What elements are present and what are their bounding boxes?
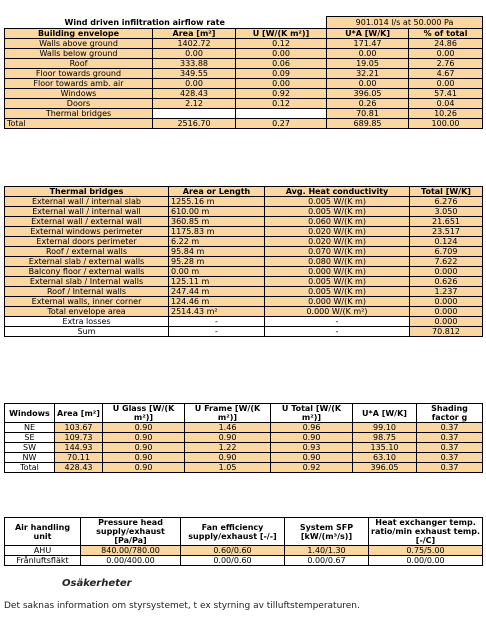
cell: 0.90 <box>185 453 271 463</box>
cell: 0.27 <box>236 119 327 129</box>
cell: 1.40/1.30 <box>285 546 369 556</box>
header-cell: Avg. Heat conductivity <box>265 187 410 197</box>
row-label: External wall / internal slab <box>5 197 169 207</box>
table-row <box>5 453 483 463</box>
uncertainties-heading: Osäkerheter <box>62 578 132 589</box>
table-row <box>5 39 483 49</box>
cell: 0.90 <box>271 433 353 443</box>
row-label: Roof <box>5 59 153 69</box>
cell: 0.37 <box>417 423 483 433</box>
cell: 0.005 W/(K m) <box>265 197 410 207</box>
cell: 0.00 <box>327 79 409 89</box>
cell: 0.96 <box>271 423 353 433</box>
cell: 428.43 <box>153 89 236 99</box>
table-row <box>5 257 483 267</box>
header-cell: Shading factor g <box>417 404 483 423</box>
cell: - <box>265 317 410 327</box>
cell <box>153 109 236 119</box>
cell: 610.00 m <box>169 207 265 217</box>
cell: 0.90 <box>103 433 185 443</box>
row-label: Total <box>5 463 55 473</box>
cell: 247.44 m <box>169 287 265 297</box>
cell: 0.00/0.67 <box>285 556 369 566</box>
cell: 3.050 <box>410 207 483 217</box>
cell: 0.020 W/(K m) <box>265 237 410 247</box>
row-label: Total <box>5 119 153 129</box>
cell: 19.05 <box>327 59 409 69</box>
thermal-bridges-table <box>4 186 483 337</box>
cell: 0.020 W/(K m) <box>265 227 410 237</box>
cell: 7.622 <box>410 257 483 267</box>
cell: 70.812 <box>410 327 483 337</box>
table-row <box>5 79 483 89</box>
table-row-total <box>5 119 483 129</box>
cell: 6.709 <box>410 247 483 257</box>
header-cell: Heat exchanger temp. ratio/min exhaust temp. [-/C] <box>369 518 483 546</box>
cell: 0.060 W/(K m) <box>265 217 410 227</box>
cell: 1.05 <box>185 463 271 473</box>
cell: 0.00/0.00 <box>369 556 483 566</box>
uncertainties-text: Det saknas information om styrsystemet, t ex styrning av tilluftstemperaturen. <box>4 601 360 611</box>
cell: 0.080 W/(K m) <box>265 257 410 267</box>
cell: 2516.70 <box>153 119 236 129</box>
table-row <box>5 433 483 443</box>
cell: 0.26 <box>327 99 409 109</box>
header-cell: Area [m²] <box>153 29 236 39</box>
table-row <box>5 277 483 287</box>
cell: 1175.83 m <box>169 227 265 237</box>
row-label: External walls, inner corner <box>5 297 169 307</box>
row-label: External doors perimeter <box>5 237 169 247</box>
table-row <box>5 89 483 99</box>
cell: 0.000 <box>410 307 483 317</box>
cell: - <box>169 327 265 337</box>
row-label: SW <box>5 443 55 453</box>
row-label: External wall / external wall <box>5 217 169 227</box>
row-label: Total envelope area <box>5 307 169 317</box>
cell: 57.41 <box>409 89 483 99</box>
header-cell: Air handling unit <box>5 518 81 546</box>
table-header-row <box>5 404 483 423</box>
table-row <box>5 287 483 297</box>
cell: 396.05 <box>327 89 409 99</box>
row-label: External slab / Internal walls <box>5 277 169 287</box>
cell: 396.05 <box>353 463 417 473</box>
infiltration-value: 901.014 l/s at 50.000 Pa <box>327 17 483 29</box>
row-label: Extra losses <box>5 317 169 327</box>
table-row <box>5 217 483 227</box>
cell: 0.124 <box>410 237 483 247</box>
cell: 428.43 <box>55 463 103 473</box>
header-cell: Thermal bridges <box>5 187 169 197</box>
cell: 0.37 <box>417 443 483 453</box>
table-row <box>5 59 483 69</box>
header-cell: U [W/(K m²)] <box>236 29 327 39</box>
cell: 0.75/5.00 <box>369 546 483 556</box>
cell: 125.11 m <box>169 277 265 287</box>
table-row <box>5 423 483 433</box>
cell: 32.21 <box>327 69 409 79</box>
table-header-row <box>5 29 483 39</box>
table-row <box>5 546 483 556</box>
cell: 24.86 <box>409 39 483 49</box>
cell: 103.67 <box>55 423 103 433</box>
row-label: Thermal bridges <box>5 109 153 119</box>
table-row <box>5 556 483 566</box>
cell: 95.84 m <box>169 247 265 257</box>
table-row <box>5 267 483 277</box>
cell: 349.55 <box>153 69 236 79</box>
cell: 0.00 <box>153 79 236 89</box>
cell: 0.626 <box>410 277 483 287</box>
header-cell: Total [W/K] <box>410 187 483 197</box>
row-label: Walls above ground <box>5 39 153 49</box>
cell: 4.67 <box>409 69 483 79</box>
table-row <box>5 443 483 453</box>
row-label: External slab / external walls <box>5 257 169 267</box>
cell: 840.00/780.00 <box>81 546 181 556</box>
row-label: AHU <box>5 546 81 556</box>
row-label: Sum <box>5 327 169 337</box>
row-label: Roof / external walls <box>5 247 169 257</box>
cell: 109.73 <box>55 433 103 443</box>
row-label: Floor towards ground <box>5 69 153 79</box>
cell: 0.90 <box>103 453 185 463</box>
cell: 2.76 <box>409 59 483 69</box>
cell: 2.12 <box>153 99 236 109</box>
cell: 6.22 m <box>169 237 265 247</box>
table-row-total <box>5 463 483 473</box>
table-header-row <box>5 518 483 546</box>
cell: 63.10 <box>353 453 417 463</box>
cell: 0.00 <box>153 49 236 59</box>
header-cell: Fan efficiency supply/exhaust [-/-] <box>181 518 285 546</box>
cell: 0.90 <box>185 433 271 443</box>
cell: 0.000 <box>410 297 483 307</box>
cell: 6.276 <box>410 197 483 207</box>
row-label: External wall / internal wall <box>5 207 169 217</box>
row-label: Walls below ground <box>5 49 153 59</box>
row-label: Doors <box>5 99 153 109</box>
cell: 0.000 W/(K m²) <box>265 307 410 317</box>
row-label: NW <box>5 453 55 463</box>
cell: 171.47 <box>327 39 409 49</box>
cell: 0.00/400.00 <box>81 556 181 566</box>
cell: 124.46 m <box>169 297 265 307</box>
cell: - <box>265 327 410 337</box>
header-cell: Pressure head supply/exhaust [Pa/Pa] <box>81 518 181 546</box>
cell: 99.10 <box>353 423 417 433</box>
cell: 0.070 W/(K m) <box>265 247 410 257</box>
cell: 144.93 <box>55 443 103 453</box>
cell: 135.10 <box>353 443 417 453</box>
header-cell: System SFP [kW/(m³/s)] <box>285 518 369 546</box>
table-row <box>5 247 483 257</box>
cell: 70.81 <box>327 109 409 119</box>
cell: 0.90 <box>103 443 185 453</box>
cell: 21.651 <box>410 217 483 227</box>
cell: 1.46 <box>185 423 271 433</box>
header-cell: Area [m²] <box>55 404 103 423</box>
table-row-total <box>5 327 483 337</box>
table-row <box>5 109 483 119</box>
header-cell: Windows <box>5 404 55 423</box>
cell: 2514.43 m² <box>169 307 265 317</box>
table-row <box>5 297 483 307</box>
header-cell: U*A [W/K] <box>327 29 409 39</box>
cell: 0.00 m <box>169 267 265 277</box>
cell: 1402.72 <box>153 39 236 49</box>
cell: 0.000 <box>410 267 483 277</box>
table-row <box>5 207 483 217</box>
row-label: Floor towards amb. air <box>5 79 153 89</box>
cell: 95.28 m <box>169 257 265 267</box>
cell: - <box>169 317 265 327</box>
cell: 0.005 W/(K m) <box>265 277 410 287</box>
cell: 23.517 <box>410 227 483 237</box>
row-label: Frånluftsfläkt <box>5 556 81 566</box>
cell: 0.06 <box>236 59 327 69</box>
table-row <box>5 317 483 327</box>
cell: 0.005 W/(K m) <box>265 207 410 217</box>
cell: 0.37 <box>417 453 483 463</box>
cell: 0.37 <box>417 433 483 443</box>
cell: 0.90 <box>103 463 185 473</box>
cell: 10.26 <box>409 109 483 119</box>
table-row <box>5 69 483 79</box>
table-row <box>5 307 483 317</box>
building-envelope-table <box>4 16 483 129</box>
infiltration-title: Wind driven infiltration airflow rate <box>5 17 327 29</box>
row-label: SE <box>5 433 55 443</box>
cell: 0.92 <box>271 463 353 473</box>
header-cell: U Glass [W/(K m²)] <box>103 404 185 423</box>
cell: 0.00 <box>236 79 327 89</box>
cell: 0.00 <box>236 49 327 59</box>
air-handling-table <box>4 517 483 566</box>
table-header-row <box>5 187 483 197</box>
cell <box>236 109 327 119</box>
cell: 98.75 <box>353 433 417 443</box>
row-label: Balcony floor / external walls <box>5 267 169 277</box>
header-cell: % of total <box>409 29 483 39</box>
table-row <box>5 49 483 59</box>
cell: 100.00 <box>409 119 483 129</box>
cell: 1.237 <box>410 287 483 297</box>
header-cell: Area or Length <box>169 187 265 197</box>
cell: 0.00 <box>409 49 483 59</box>
windows-table <box>4 403 483 473</box>
cell: 0.00 <box>327 49 409 59</box>
table-row <box>5 99 483 109</box>
cell: 0.09 <box>236 69 327 79</box>
header-cell: U Frame [W/(K m²)] <box>185 404 271 423</box>
row-label: Windows <box>5 89 153 99</box>
header-cell: U Total [W/(K m²)] <box>271 404 353 423</box>
table-row <box>5 197 483 207</box>
cell: 0.005 W/(K m) <box>265 287 410 297</box>
cell: 0.37 <box>417 463 483 473</box>
cell: 70.11 <box>55 453 103 463</box>
cell: 0.93 <box>271 443 353 453</box>
cell: 1255.16 m <box>169 197 265 207</box>
header-cell: Building envelope <box>5 29 153 39</box>
cell: 0.12 <box>236 39 327 49</box>
cell: 0.60/0.60 <box>181 546 285 556</box>
cell: 0.000 W/(K m) <box>265 297 410 307</box>
cell: 689.85 <box>327 119 409 129</box>
cell: 0.00 <box>409 79 483 89</box>
cell: 0.90 <box>103 423 185 433</box>
cell: 0.00/0.60 <box>181 556 285 566</box>
table-row <box>5 237 483 247</box>
row-label: Roof / Internal walls <box>5 287 169 297</box>
cell: 0.12 <box>236 99 327 109</box>
cell: 0.92 <box>236 89 327 99</box>
cell: 0.000 <box>410 317 483 327</box>
header-cell: U*A [W/K] <box>353 404 417 423</box>
row-label: NE <box>5 423 55 433</box>
cell: 360.85 m <box>169 217 265 227</box>
cell: 0.90 <box>271 453 353 463</box>
cell: 333.88 <box>153 59 236 69</box>
cell: 0.04 <box>409 99 483 109</box>
cell: 1.22 <box>185 443 271 453</box>
table-row <box>5 227 483 237</box>
row-label: External windows perimeter <box>5 227 169 237</box>
cell: 0.000 W/(K m) <box>265 267 410 277</box>
